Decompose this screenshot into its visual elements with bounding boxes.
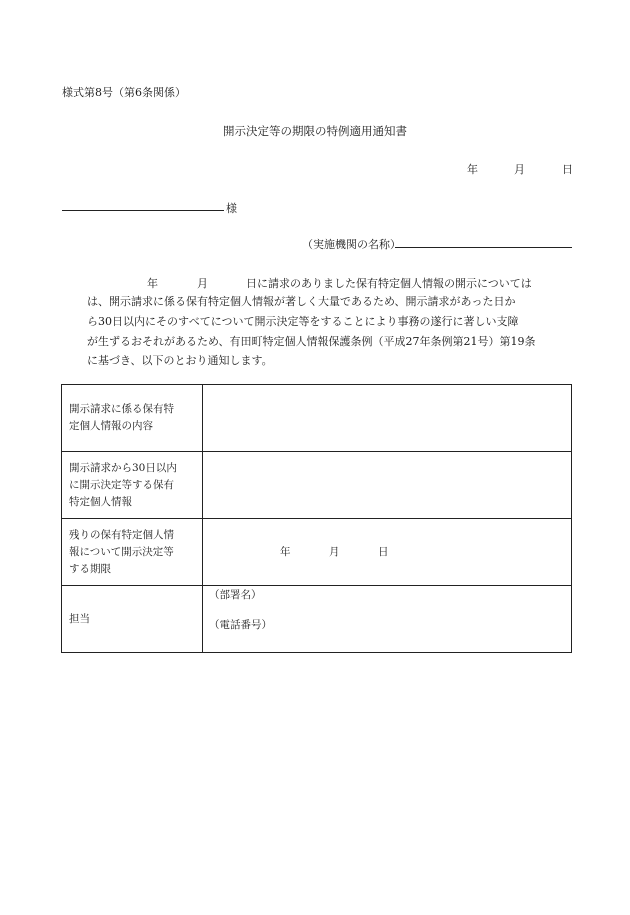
form-number: 様式第8号（第6条関係） [62,86,186,99]
label-line: に開示決定等する保有 [69,478,174,491]
deadline-year-unit: 年 [280,546,291,558]
contact-field[interactable] [203,586,572,653]
body-first-line-text: 日に請求のありました保有特定個人情報の開示については [246,277,532,290]
body-line: は、開示請求に係る保有特定個人情報が著しく大量であるため、開示請求があった日か [87,295,516,308]
label-line: 残りの保有特定個人情 [69,528,174,541]
recipient-honorific: 様 [226,202,237,215]
table-row [62,586,572,653]
content-field[interactable] [203,385,572,452]
deadline-field[interactable] [203,519,572,586]
body-line: が生ずるおそれがあるため、有田町特定個人情報保護条例（平成27年条例第21号）第19条 [87,335,536,348]
info-table [61,384,572,653]
department-label: （部署名） [209,589,262,601]
table-row [62,452,572,519]
date-month-unit: 月 [514,163,525,176]
phone-label: （電話番号） [209,619,272,631]
organization-label: （実施機関の名称） [302,238,401,251]
date-day-unit: 日 [562,163,573,176]
recipient-name-line[interactable] [62,210,224,211]
label-line: 定個人情報の内容 [69,420,153,432]
date-year-unit: 年 [467,163,478,176]
label-line: 開示請求に係る保有特 [69,403,174,415]
body-line: ら30日以内にそのすべてについて開示決定等をすることにより事務の遂行に著しい支障 [87,315,519,328]
table-row [62,385,572,452]
row-label [62,586,203,653]
label-line: 開示請求から30日以内 [69,461,177,474]
document-title: 開示決定等の期限の特例適用通知書 [223,124,407,138]
deadline-month-unit: 月 [329,546,340,558]
label-line: 担当 [69,612,90,625]
organization-name-line[interactable] [395,247,572,248]
table-row [62,519,572,586]
deadline-day-unit: 日 [378,546,389,558]
content-field[interactable] [203,452,572,519]
body-line: に基づき、以下のとおり通知します。 [87,354,273,367]
row-label [62,385,203,452]
body-month-unit: 月 [197,277,208,290]
label-line: 報について開示決定等 [69,545,174,558]
row-label [62,519,203,586]
body-year-unit: 年 [147,277,158,290]
label-line: する期限 [69,562,111,575]
row-label [62,452,203,519]
label-line: 特定個人情報 [69,495,132,508]
